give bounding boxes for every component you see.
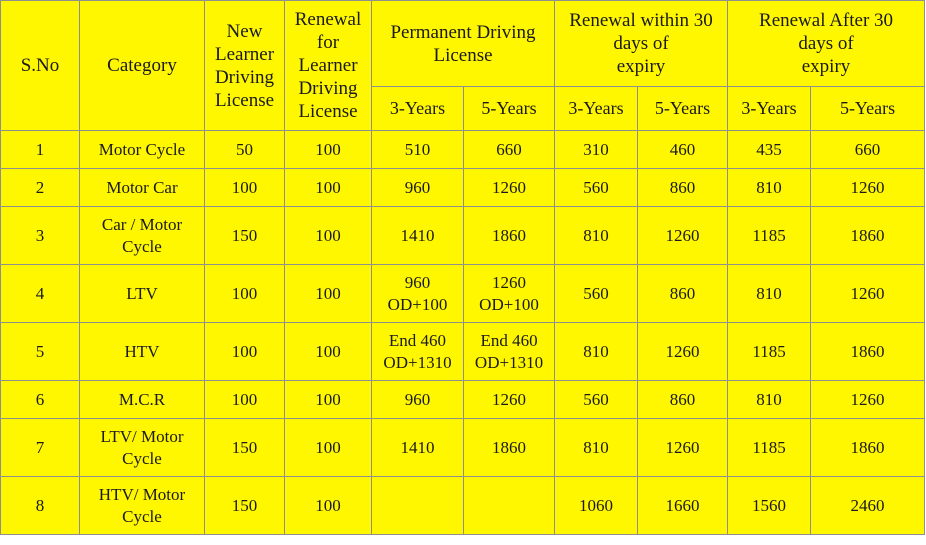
cell-within-3-years: 810 [555,323,638,381]
cell-within-3-years: 810 [555,419,638,477]
cell-new-learner: 100 [205,323,285,381]
header-renewal-within-30 [555,1,728,87]
cell-text-line: Motor Car [106,177,178,197]
cell-text-line: OD+1310 [383,352,452,372]
cell-new-learner: 150 [205,207,285,265]
cell-within-3-years: 560 [555,265,638,323]
cell-sno: 1 [1,131,80,169]
cell-text-line: 1260 [492,389,526,409]
header-category: Category [80,1,205,131]
cell-after-5-years: 1860 [811,323,925,381]
cell-text-line: 660 [496,139,522,159]
cell-text-line: Driving [214,66,275,88]
header-permanent-3-years: 3-Years [372,87,464,131]
cell-after-5-years: 660 [811,131,925,169]
header-renewal-after-30 [728,1,925,87]
cell-permanent-3-years [372,131,464,169]
cell-text-line: Learner [298,55,358,76]
cell-category [80,169,205,207]
table-row [1,131,925,169]
cell-within-5-years: 1260 [638,207,728,265]
cell-within-5-years: 1260 [638,419,728,477]
table-row [1,323,925,381]
cell-text-line: HTV/ Motor [98,484,186,504]
cell-text-line: 1410 [400,225,435,245]
cell-text-line: Cycle [122,448,162,468]
cell-text-line: M.C.R [118,389,166,409]
cell-within-5-years: 460 [638,131,728,169]
cell-renewal-learner: 100 [285,323,372,381]
cell-after-5-years: 1260 [811,381,925,419]
cell-text-line: expiry [616,56,666,77]
table-row [1,381,925,419]
cell-text-line: Renewal [294,9,362,30]
cell-new-learner: 150 [205,419,285,477]
cell-permanent-5-years [464,207,555,265]
table-row [1,169,925,207]
cell-category [80,131,205,169]
cell-sno: 5 [1,323,80,381]
cell-text-line: Driving [298,78,358,99]
cell-after-5-years: 1260 [811,169,925,207]
cell-within-5-years: 860 [638,381,728,419]
cell-text-line: OD+100 [479,294,539,314]
cell-text-line: OD+100 [387,294,448,314]
cell-permanent-3-years [372,419,464,477]
header-sno: S.No [1,1,80,131]
cell-within-3-years: 560 [555,169,638,207]
cell-text-line: Renewal within 30 [569,10,713,31]
cell-sno: 6 [1,381,80,419]
cell-text-line: Learner [214,43,275,65]
cell-within-5-years: 1660 [638,477,728,535]
cell-after-5-years: 1860 [811,419,925,477]
cell-new-learner: 50 [205,131,285,169]
cell-sno: 2 [1,169,80,207]
cell-within-5-years: 860 [638,265,728,323]
cell-text-line: 960 [404,272,431,292]
cell-text-line: 1860 [492,437,526,457]
table-row [1,207,925,265]
header-after-3-years: 3-Years [728,87,811,131]
table-body [1,131,925,535]
cell-permanent-3-years [372,265,464,323]
cell-text-line: 1260 [492,177,526,197]
header-permanent-license [372,1,555,87]
cell-category [80,477,205,535]
header-row-top [1,1,925,87]
cell-text-line: License [214,89,275,111]
cell-after-3-years: 435 [728,131,811,169]
cell-permanent-5-years [464,131,555,169]
cell-text-line: days of [798,33,854,54]
cell-after-3-years: 1560 [728,477,811,535]
cell-renewal-learner: 100 [285,169,372,207]
cell-text-line: Cycle [122,506,162,526]
cell-text-line: 960 [404,177,431,197]
cell-text-line: LTV [126,283,158,303]
cell-renewal-learner: 100 [285,477,372,535]
cell-text-line: License [433,44,493,66]
cell-text-line: Cycle [122,236,162,256]
cell-within-5-years: 860 [638,169,728,207]
cell-renewal-learner: 100 [285,419,372,477]
cell-text-line: 960 [404,389,431,409]
table-row [1,265,925,323]
cell-after-5-years: 1260 [811,265,925,323]
cell-category [80,207,205,265]
cell-text-line: New [226,20,263,42]
cell-text-line: Permanent Driving [390,21,536,43]
header-new-learner [205,1,285,131]
cell-category [80,265,205,323]
cell-permanent-3-years [372,323,464,381]
cell-permanent-3-years [372,381,464,419]
cell-permanent-5-years [464,381,555,419]
cell-text-line: End 460 [480,330,538,350]
table-header [1,1,925,131]
cell-permanent-3-years [372,169,464,207]
cell-permanent-3-years [372,207,464,265]
cell-text-line: Car / Motor [101,214,183,234]
cell-after-3-years: 810 [728,381,811,419]
cell-text-line: 1260 [492,272,526,292]
cell-permanent-5-years [464,477,555,535]
cell-permanent-5-years [464,265,555,323]
cell-new-learner: 100 [205,169,285,207]
cell-after-3-years: 810 [728,265,811,323]
table-row [1,419,925,477]
cell-text-line: LTV/ Motor [100,426,184,446]
cell-within-5-years: 1260 [638,323,728,381]
cell-sno: 4 [1,265,80,323]
cell-within-3-years: 810 [555,207,638,265]
cell-within-3-years: 1060 [555,477,638,535]
cell-text-line: 1410 [400,437,435,457]
cell-text-line: days of [613,33,669,54]
header-within-5-years: 5-Years [638,87,728,131]
cell-new-learner: 100 [205,381,285,419]
cell-renewal-learner: 100 [285,131,372,169]
cell-sno: 8 [1,477,80,535]
cell-renewal-learner: 100 [285,265,372,323]
header-after-5-years: 5-Years [811,87,925,131]
cell-text-line: expiry [801,56,851,77]
cell-after-3-years: 1185 [728,419,811,477]
cell-permanent-5-years [464,323,555,381]
cell-text-line: for [316,32,340,53]
cell-after-5-years: 1860 [811,207,925,265]
cell-permanent-5-years [464,169,555,207]
cell-permanent-5-years [464,419,555,477]
cell-text-line: License [298,101,358,122]
cell-after-3-years: 1185 [728,207,811,265]
cell-category [80,323,205,381]
cell-after-5-years: 2460 [811,477,925,535]
cell-within-3-years: 310 [555,131,638,169]
cell-permanent-3-years [372,477,464,535]
header-permanent-5-years: 5-Years [464,87,555,131]
cell-new-learner: 100 [205,265,285,323]
cell-text-line: 1860 [492,225,526,245]
cell-after-3-years: 1185 [728,323,811,381]
cell-category [80,381,205,419]
table-row [1,477,925,535]
cell-text-line: Motor Cycle [98,139,186,159]
cell-sno: 7 [1,419,80,477]
cell-renewal-learner: 100 [285,207,372,265]
header-renewal-learner [285,1,372,131]
cell-new-learner: 150 [205,477,285,535]
cell-text-line: 510 [404,139,431,159]
cell-text-line: Renewal After 30 [759,10,894,31]
cell-renewal-learner: 100 [285,381,372,419]
cell-sno: 3 [1,207,80,265]
cell-text-line: HTV [124,341,160,361]
cell-text-line: End 460 [388,330,447,350]
cell-category [80,419,205,477]
cell-after-3-years: 810 [728,169,811,207]
header-within-3-years: 3-Years [555,87,638,131]
cell-within-3-years: 560 [555,381,638,419]
cell-text-line: OD+1310 [474,352,544,372]
